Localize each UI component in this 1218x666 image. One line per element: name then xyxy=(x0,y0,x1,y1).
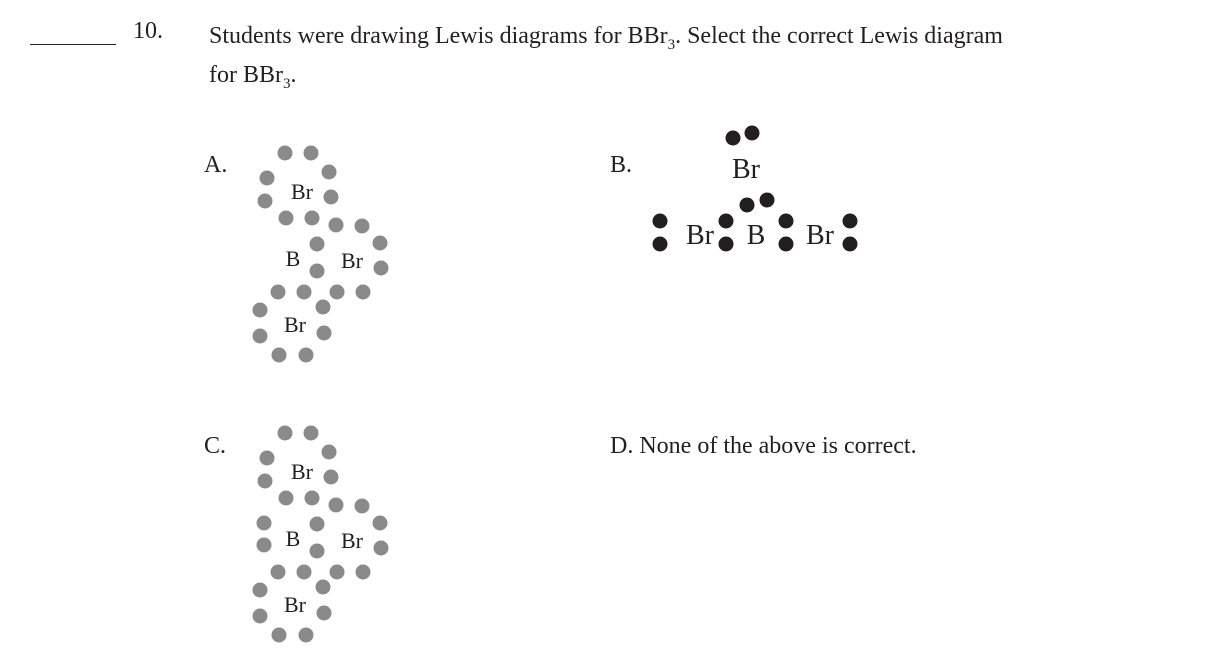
lewis-diagram-a xyxy=(240,135,400,375)
question-stem-line-2: for BBr$_3$. xyxy=(209,62,297,92)
option-d xyxy=(610,433,917,460)
option-a-label: A. xyxy=(204,152,228,178)
atom-br-right-b: Br xyxy=(806,220,834,251)
atom-br-bottom-c: Br xyxy=(284,592,306,617)
atom-br-right-c: Br xyxy=(341,528,363,553)
atom-b-center-b: B xyxy=(746,220,766,251)
atom-b-center-c: B xyxy=(285,526,301,551)
question-number: 10. xyxy=(133,18,163,44)
question-stem-line-1: Students were drawing Lewis diagrams for BBr$_3$. Select the correct Lewis diagram xyxy=(209,23,1003,53)
atom-b-center-a: B xyxy=(285,246,301,271)
lewis-dots-a xyxy=(253,146,389,363)
atom-br-bottom-a: Br xyxy=(284,312,306,337)
atom-br-left-b: Br xyxy=(686,220,714,251)
question-stem xyxy=(209,18,1003,96)
answer-blank-line xyxy=(30,44,116,45)
lewis-diagram-b xyxy=(640,120,870,260)
option-d-text: None of the above is correct. xyxy=(639,433,917,459)
atom-br-top-c: Br xyxy=(291,459,313,484)
option-c-label: C. xyxy=(204,433,227,459)
atom-br-right-a: Br xyxy=(341,248,363,273)
option-d-label: D. xyxy=(610,433,634,459)
option-b-label: B. xyxy=(610,152,633,178)
lewis-dots-c xyxy=(253,426,389,643)
atom-br-top-a: Br xyxy=(291,179,313,204)
atom-br-top-b: Br xyxy=(732,154,760,185)
lewis-diagram-c xyxy=(240,415,400,655)
